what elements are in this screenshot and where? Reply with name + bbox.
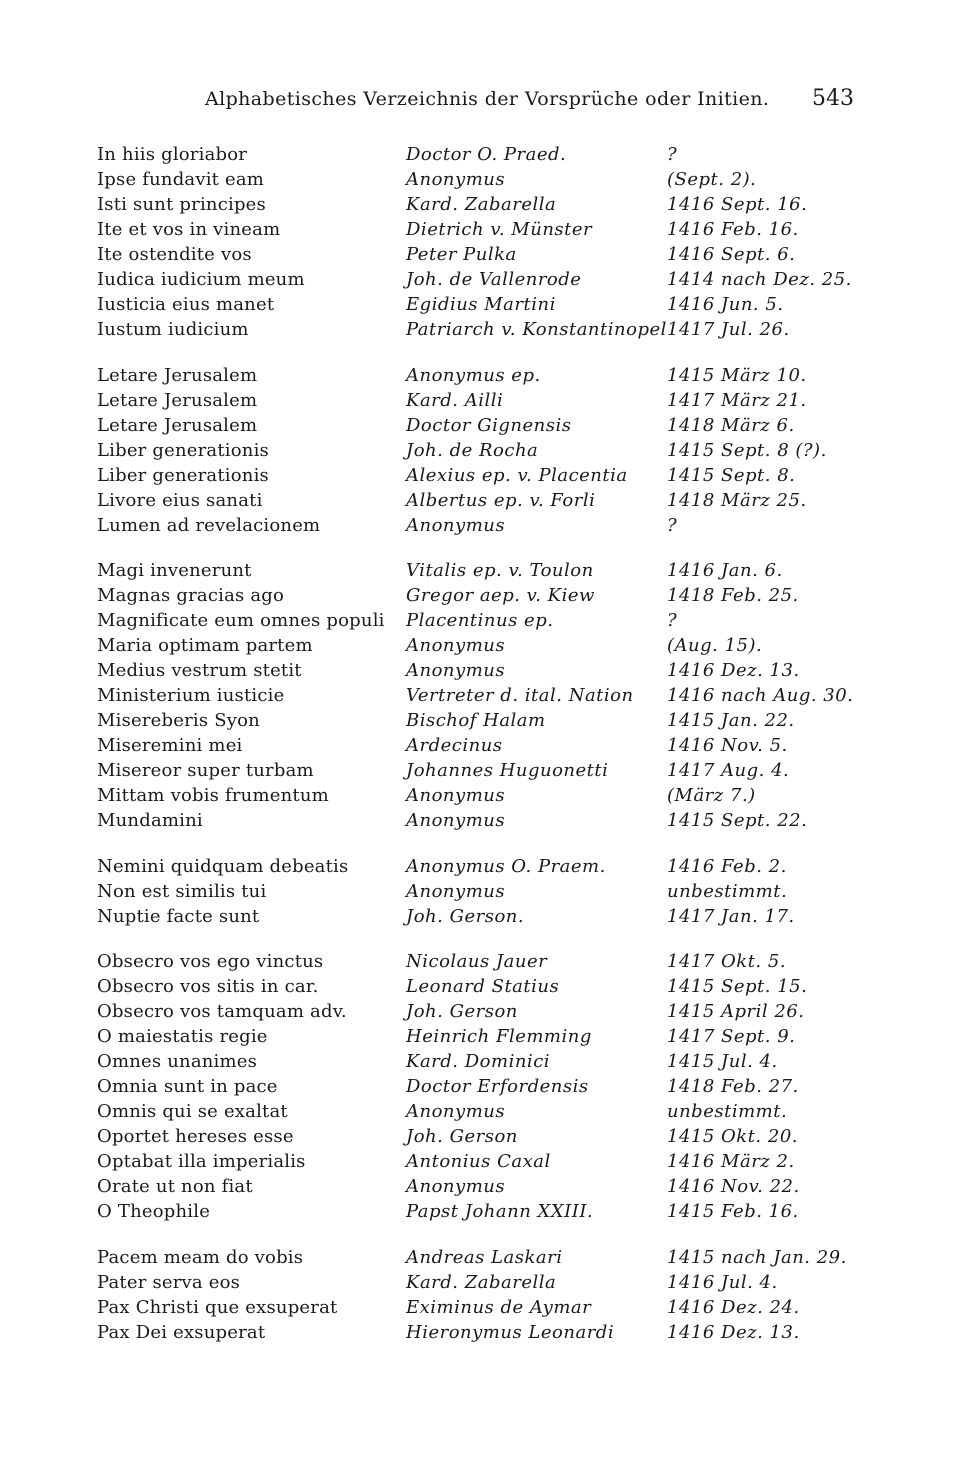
incipit-text: Mittam vobis frumentum [97, 785, 329, 806]
incipit-text: Iustum iudicium [97, 319, 249, 340]
incipit-text: Liber generationis [97, 464, 269, 486]
index-entry [0, 583, 960, 608]
sermon-date: unbestimmt. [667, 880, 788, 902]
incipit-text: Letare Jerusalem [97, 364, 258, 386]
index-entry [0, 999, 960, 1024]
index-entry [0, 292, 960, 317]
index-entry [0, 1199, 960, 1224]
index-section [0, 1245, 960, 1345]
sermon-date: 1416 Nov. 5. [667, 735, 788, 756]
incipit-text: O Theophile [97, 1201, 211, 1222]
preacher-name: Albertus ep. v. Forli [406, 489, 596, 511]
preacher-name: Doctor Erfordensis [406, 1076, 589, 1097]
incipit-text: Isti sunt principes [97, 194, 266, 215]
incipit-text: Ite ostendite vos [97, 244, 252, 265]
index-entry [0, 438, 960, 463]
preacher-name: Vertreter d. ital. Nation [406, 685, 634, 706]
incipit-text: Misereor super turbam [97, 760, 314, 781]
index-section [0, 558, 960, 833]
sermon-date: 1418 März 6. [667, 414, 795, 436]
index-entry [0, 388, 960, 413]
preacher-name: Joh. Gerson. [406, 905, 525, 927]
preacher-name: Vitalis ep. v. Toulon [406, 560, 594, 581]
index-entry [0, 317, 960, 342]
incipit-text: Mundamini [97, 810, 203, 831]
incipit-text: Omnes unanimes [97, 1051, 258, 1072]
incipit-text: Magnas gracias ago [97, 585, 285, 606]
preacher-name: Joh. Gerson [406, 1126, 518, 1147]
incipit-text: In hiis gloriabor [97, 144, 248, 165]
index-entry [0, 1270, 960, 1295]
preacher-name: Joh. de Rocha [406, 439, 539, 461]
preacher-name: Kard. Zabarella [406, 194, 557, 215]
incipit-text: Iudica iudicium meum [97, 269, 305, 290]
sermon-date: 1415 Okt. 20. [667, 1126, 798, 1147]
preacher-name: Joh. Gerson [406, 1001, 518, 1022]
incipit-text: Obsecro vos sitis in car. [97, 976, 319, 997]
preacher-name: Joh. de Vallenrode [406, 269, 582, 290]
sermon-date: 1416 März 2. [667, 1151, 795, 1172]
index-entry [0, 363, 960, 388]
preacher-name: Bischof Halam [406, 710, 546, 731]
preacher-name: Eximinus de Aymar [406, 1296, 592, 1318]
preacher-name: Dietrich v. Münster [406, 219, 593, 240]
index-section [0, 363, 960, 538]
sermon-date: 1416 Nov. 22. [667, 1176, 800, 1197]
sermon-date: 1416 Feb. 16. [667, 219, 799, 240]
preacher-name: Anonymus [406, 514, 506, 536]
sermon-date: 1417 März 21. [667, 389, 807, 411]
incipit-text: Omnia sunt in pace [97, 1076, 278, 1097]
index-entry [0, 1049, 960, 1074]
preacher-name: Heinrich Flemming [406, 1026, 592, 1047]
sermon-date: 1416 Sept. 16. [667, 194, 808, 215]
preacher-name: Kard. Dominici [406, 1051, 551, 1072]
index-entry [0, 1174, 960, 1199]
incipit-text: Misereberis Syon [97, 710, 260, 731]
index-entry [0, 1295, 960, 1320]
index-entry [0, 1320, 960, 1345]
sermon-date: 1416 Dez. 13. [667, 660, 800, 681]
preacher-name: Anonymus [406, 169, 506, 190]
index-entry [0, 949, 960, 974]
preacher-name: Ardecinus [406, 735, 503, 756]
preacher-name: Papst Johann XXIII. [406, 1201, 594, 1222]
preacher-name: Placentinus ep. [406, 610, 554, 631]
preacher-name: Anonymus [406, 1101, 506, 1122]
index-entry [0, 192, 960, 217]
incipit-text: Medius vestrum stetit [97, 660, 302, 681]
sermon-date: 1416 Dez. 24. [667, 1296, 800, 1318]
sermon-date: 1415 Jan. 22. [667, 710, 795, 731]
preacher-name: Doctor O. Praed. [406, 144, 567, 165]
incipit-index [0, 142, 960, 1345]
incipit-text: Magnificate eum omnes populi [97, 610, 385, 631]
index-entry [0, 708, 960, 733]
preacher-name: Anonymus [406, 660, 506, 681]
sermon-date: 1416 Dez. 13. [667, 1321, 800, 1343]
sermon-date: ? [667, 144, 678, 165]
incipit-text: Nemini quidquam debeatis [97, 855, 349, 877]
incipit-text: Non est similis tui [97, 880, 267, 902]
preacher-name: Alexius ep. v. Placentia [406, 464, 628, 486]
incipit-text: Iusticia eius manet [97, 294, 275, 315]
incipit-text: Pacem meam do vobis [97, 1246, 304, 1268]
index-entry [0, 879, 960, 904]
sermon-date: 1418 Feb. 27. [667, 1076, 799, 1097]
sermon-date: 1415 Feb. 16. [667, 1201, 799, 1222]
index-entry [0, 608, 960, 633]
sermon-date: 1416 Jan. 6. [667, 560, 783, 581]
preacher-name: Anonymus [406, 810, 506, 831]
preacher-name: Anonymus [406, 1176, 506, 1197]
sermon-date: 1415 Sept. 8. [667, 464, 796, 486]
index-entry [0, 463, 960, 488]
incipit-text: Omnis qui se exaltat [97, 1101, 288, 1122]
sermon-date: 1415 Sept. 15. [667, 976, 808, 997]
index-entry [0, 1074, 960, 1099]
incipit-text: Obsecro vos ego vinctus [97, 951, 324, 972]
sermon-date: 1417 Jan. 17. [667, 905, 795, 927]
index-entry [0, 1024, 960, 1049]
sermon-date: 1417 Okt. 5. [667, 951, 787, 972]
index-entry [0, 904, 960, 929]
incipit-text: Pax Christi que exsuperat [97, 1296, 338, 1318]
incipit-text: Ipse fundavit eam [97, 169, 265, 190]
preacher-name: Hieronymus Leonardi [406, 1321, 615, 1343]
preacher-name: Leonard Statius [406, 976, 560, 997]
index-entry [0, 513, 960, 538]
sermon-date: 1415 Sept. 22. [667, 810, 808, 831]
incipit-text: Letare Jerusalem [97, 414, 258, 436]
index-entry [0, 1149, 960, 1174]
incipit-text: O maiestatis regie [97, 1026, 268, 1047]
sermon-date: 1416 Sept. 6. [667, 244, 796, 265]
preacher-name: Anonymus [406, 880, 506, 902]
index-entry [0, 733, 960, 758]
incipit-text: Oportet hereses esse [97, 1126, 294, 1147]
index-entry [0, 242, 960, 267]
index-entry [0, 783, 960, 808]
index-entry [0, 267, 960, 292]
preacher-name: Kard. Ailli [406, 389, 504, 411]
preacher-name: Doctor Gignensis [406, 414, 572, 436]
incipit-text: Maria optimam partem [97, 635, 313, 656]
incipit-text: Ministerium iusticie [97, 685, 285, 706]
incipit-text: Livore eius sanati [97, 489, 263, 511]
incipit-text: Optabat illa imperialis [97, 1151, 306, 1172]
sermon-date: (Aug. 15). [667, 635, 763, 656]
sermon-date: 1416 nach Aug. 30. [667, 685, 854, 706]
index-entry [0, 633, 960, 658]
incipit-text: Liber generationis [97, 439, 269, 461]
incipit-text: Miseremini mei [97, 735, 243, 756]
preacher-name: Egidius Martini [406, 294, 556, 315]
preacher-name: Kard. Zabarella [406, 1271, 557, 1293]
index-entry [0, 1124, 960, 1149]
incipit-text: Obsecro vos tamquam adv. [97, 1001, 347, 1022]
preacher-name: Anonymus [406, 785, 506, 806]
index-entry [0, 142, 960, 167]
incipit-text: Orate ut non fiat [97, 1176, 253, 1197]
sermon-date: unbestimmt. [667, 1101, 788, 1122]
sermon-date: 1418 Feb. 25. [667, 585, 799, 606]
sermon-date: 1417 Sept. 9. [667, 1026, 796, 1047]
preacher-name: Andreas Laskari [406, 1246, 563, 1268]
index-entry [0, 488, 960, 513]
index-entry [0, 758, 960, 783]
sermon-date: 1415 April 26. [667, 1001, 805, 1022]
preacher-name: Peter Pulka [406, 244, 517, 265]
sermon-date: ? [667, 610, 678, 631]
sermon-date: 1415 Sept. 8 (?). [667, 439, 827, 461]
preacher-name: Patriarch v. Konstantinopel [406, 319, 667, 340]
sermon-date: (März 7.) [667, 785, 756, 806]
running-title: Alphabetisches Verzeichnis der Vorsprüche oder Initien. [205, 88, 770, 110]
sermon-date: 1417 Aug. 4. [667, 760, 790, 781]
preacher-name: Anonymus ep. [406, 364, 541, 386]
index-entry [0, 1099, 960, 1124]
incipit-text: Nuptie facte sunt [97, 905, 260, 927]
index-entry [0, 167, 960, 192]
incipit-text: Pater serva eos [97, 1271, 241, 1293]
index-entry [0, 217, 960, 242]
sermon-date: 1415 nach Jan. 29. [667, 1246, 847, 1268]
preacher-name: Antonius Caxal [406, 1151, 551, 1172]
page-number: 543 [812, 86, 854, 111]
incipit-text: Letare Jerusalem [97, 389, 258, 411]
incipit-text: Pax Dei exsuperat [97, 1321, 266, 1343]
index-entry [0, 413, 960, 438]
index-entry [0, 974, 960, 999]
sermon-date: 1416 Jul. 4. [667, 1271, 778, 1293]
preacher-name: Anonymus O. Praem. [406, 855, 606, 877]
incipit-text: Ite et vos in vineam [97, 219, 281, 240]
index-entry [0, 1245, 960, 1270]
preacher-name: Nicolaus Jauer [406, 951, 548, 972]
index-entry [0, 558, 960, 583]
sermon-date: (Sept. 2). [667, 169, 757, 190]
incipit-text: Lumen ad revelacionem [97, 514, 321, 536]
sermon-date: 1414 nach Dez. 25. [667, 269, 852, 290]
running-head [0, 88, 960, 120]
preacher-name: Johannes Huguonetti [406, 760, 609, 781]
sermon-date: 1418 März 25. [667, 489, 807, 511]
sermon-date: 1415 Jul. 4. [667, 1051, 778, 1072]
index-section [0, 949, 960, 1224]
sermon-date: 1416 Feb. 2. [667, 855, 787, 877]
index-entry [0, 854, 960, 879]
preacher-name: Gregor aep. v. Kiew [406, 585, 595, 606]
sermon-date: ? [667, 514, 678, 536]
index-section [0, 854, 960, 929]
sermon-date: 1417 Jul. 26. [667, 319, 790, 340]
index-entry [0, 683, 960, 708]
preacher-name: Anonymus [406, 635, 506, 656]
index-section [0, 142, 960, 342]
sermon-date: 1416 Jun. 5. [667, 294, 784, 315]
incipit-text: Magi invenerunt [97, 560, 252, 581]
index-entry [0, 808, 960, 833]
index-entry [0, 658, 960, 683]
sermon-date: 1415 März 10. [667, 364, 807, 386]
